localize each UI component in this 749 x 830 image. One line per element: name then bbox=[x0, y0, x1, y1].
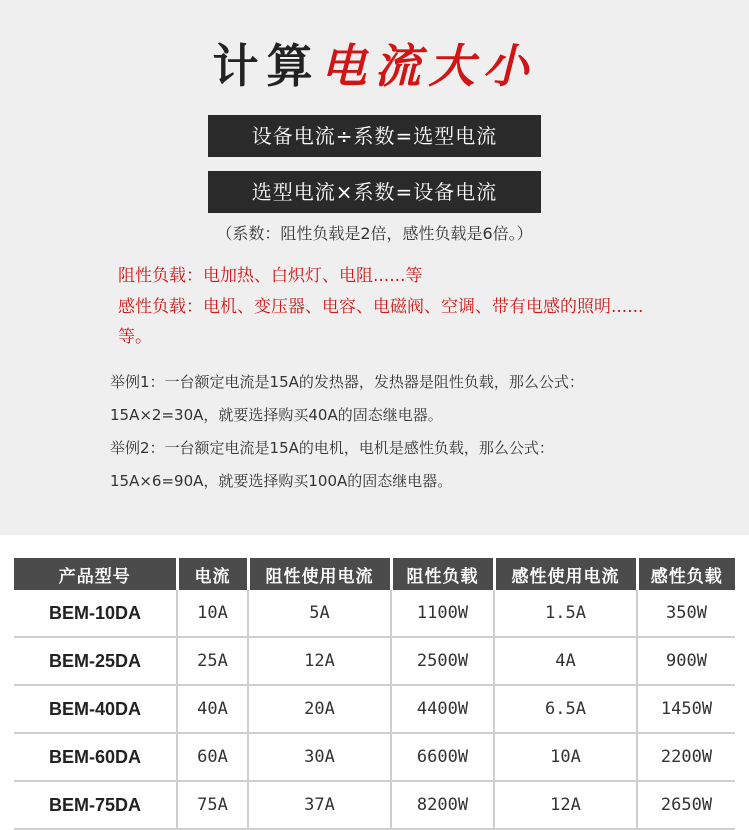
cell-inductive-load: 2650W bbox=[637, 781, 735, 829]
cell-inductive-current: 12A bbox=[494, 781, 637, 829]
cell-inductive-load: 900W bbox=[637, 637, 735, 685]
inductive-load-text: 感性负载：电机、变压器、电容、电磁阀、空调、带有电感的照明......等。 bbox=[118, 297, 644, 347]
cell-resistive-current: 37A bbox=[248, 781, 391, 829]
cell-model: BEM-25DA bbox=[14, 637, 177, 685]
header-inductive-current: 感性使用电流 bbox=[494, 558, 637, 590]
cell-current: 10A bbox=[177, 590, 248, 637]
header-resistive-current: 阻性使用电流 bbox=[248, 558, 391, 590]
table-row bbox=[14, 733, 735, 781]
cell-current: 75A bbox=[177, 781, 248, 829]
cell-inductive-load: 350W bbox=[637, 590, 735, 637]
header-inductive-load: 感性负载 bbox=[637, 558, 735, 590]
cell-resistive-current: 12A bbox=[248, 637, 391, 685]
header-current: 电流 bbox=[177, 558, 248, 590]
page-title bbox=[0, 38, 749, 94]
cell-resistive-load: 1100W bbox=[391, 590, 494, 637]
table-row bbox=[14, 685, 735, 733]
table-row bbox=[14, 637, 735, 685]
cell-inductive-current: 4A bbox=[494, 637, 637, 685]
cell-model: BEM-10DA bbox=[14, 590, 177, 637]
table-row bbox=[14, 781, 735, 829]
cell-resistive-load: 6600W bbox=[391, 733, 494, 781]
title-dark-part: 计算 bbox=[212, 39, 321, 93]
cell-resistive-load: 4400W bbox=[391, 685, 494, 733]
cell-current: 60A bbox=[177, 733, 248, 781]
header-resistive-load: 阻性负载 bbox=[391, 558, 494, 590]
cell-resistive-load: 2500W bbox=[391, 637, 494, 685]
table-header-row bbox=[14, 558, 735, 590]
cell-resistive-current: 5A bbox=[248, 590, 391, 637]
cell-model: BEM-60DA bbox=[14, 733, 177, 781]
cell-inductive-load: 1450W bbox=[637, 685, 735, 733]
cell-current: 25A bbox=[177, 637, 248, 685]
cell-model: BEM-75DA bbox=[14, 781, 177, 829]
cell-inductive-current: 1.5A bbox=[494, 590, 637, 637]
title-red-part: 电流大小 bbox=[320, 39, 537, 93]
formula-bar-1: 设备电流÷系数=选型电流 bbox=[208, 115, 541, 157]
example-1: 举例1：一台额定电流是15A的发热器，发热器是阻性负载，那么公式：15A×2=30A，就要选择购买40A的固态继电器。 bbox=[110, 373, 584, 424]
example-2: 举例2：一台额定电流是15A的电机，电机是感性负载，那么公式：15A×6=90A，就要选择购买100A的固态继电器。 bbox=[110, 439, 554, 490]
cell-resistive-current: 30A bbox=[248, 733, 391, 781]
header-model: 产品型号 bbox=[14, 558, 177, 590]
cell-inductive-current: 10A bbox=[494, 733, 637, 781]
coefficient-note: （系数：阻性负载是2倍，感性负载是6倍。） bbox=[216, 224, 533, 243]
spec-table bbox=[14, 558, 735, 830]
formula-bar-2: 选型电流×系数=设备电流 bbox=[208, 171, 541, 213]
cell-inductive-current: 6.5A bbox=[494, 685, 637, 733]
table-row bbox=[14, 590, 735, 637]
cell-resistive-current: 20A bbox=[248, 685, 391, 733]
cell-resistive-load: 8200W bbox=[391, 781, 494, 829]
resistive-load-text: 阻性负载：电加热、白炽灯、电阻......等 bbox=[118, 266, 423, 286]
cell-model: BEM-40DA bbox=[14, 685, 177, 733]
cell-current: 40A bbox=[177, 685, 248, 733]
cell-inductive-load: 2200W bbox=[637, 733, 735, 781]
